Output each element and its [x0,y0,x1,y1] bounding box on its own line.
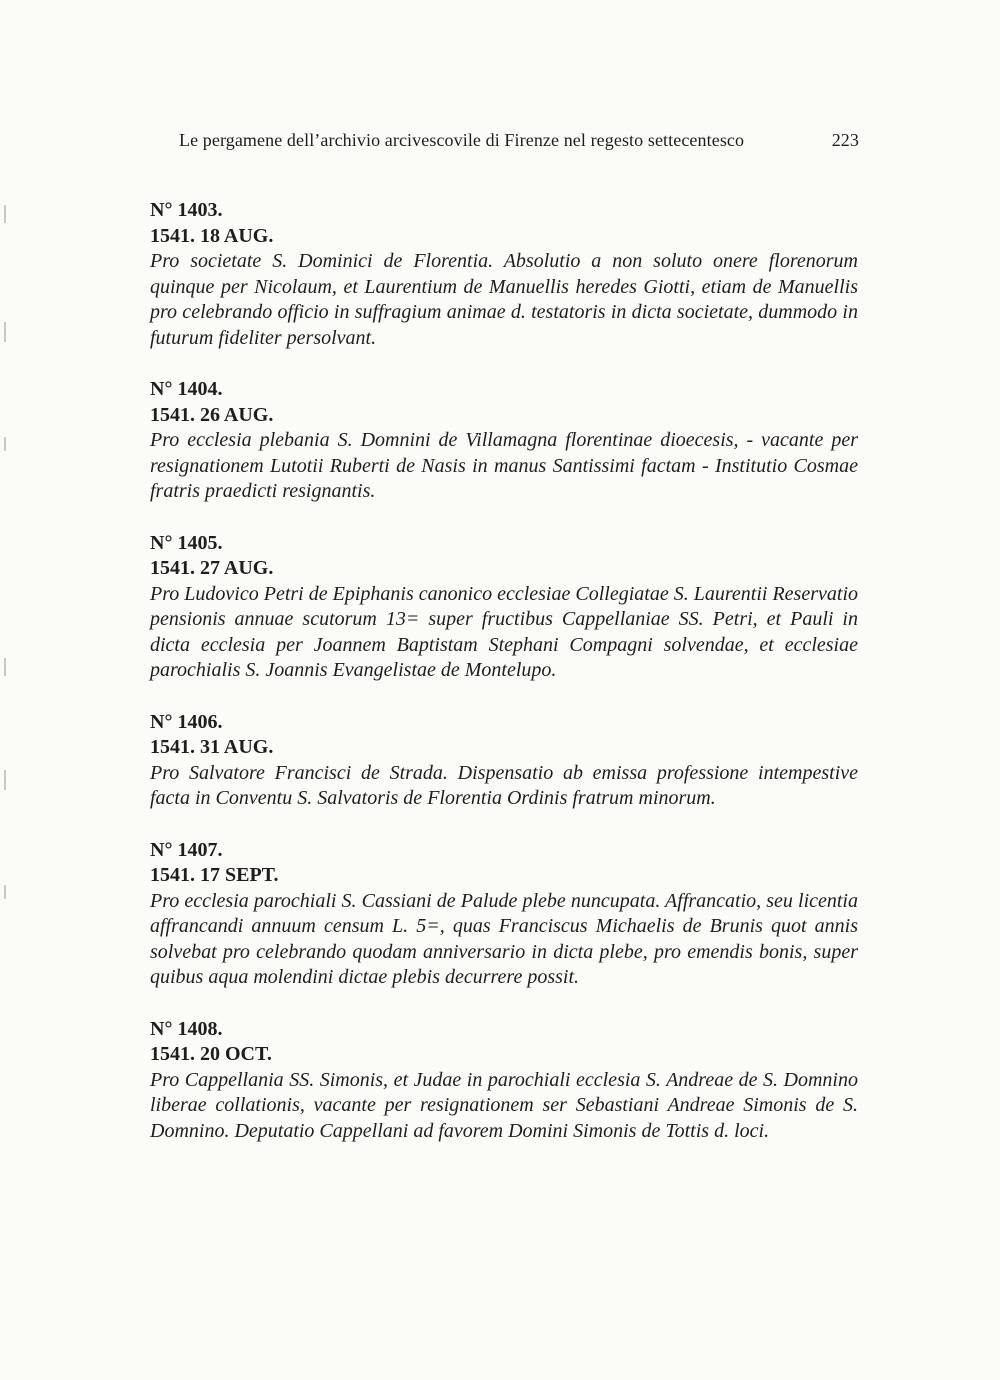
entry-1406 [150,710,858,812]
entry-1405 [150,531,858,684]
entry-1404 [150,377,858,505]
page-number: 223 [831,130,859,150]
scan-margin-mark [4,205,6,223]
entry-1408 [150,1017,858,1145]
scan-margin-mark [4,885,6,899]
entry-date: 1541. 17 SEPT. [150,864,279,886]
entry-1407 [150,838,858,991]
entry-number: N° 1405. [150,531,223,554]
entries-list [150,198,858,1170]
entry-text: Pro ecclesia plebania S. Domnini de Villamagna florentinae dioecesis, - vacante per resignationem Lutotii Ruberti de Nasis in manus Santissimi factam - Institutio Cosmae fratris praedicti resignantis. [150,429,858,502]
entry-number: N° 1408. [150,1017,223,1040]
entry-number: N° 1406. [150,710,223,733]
entry-number: N° 1404. [150,378,223,400]
scan-margin-mark [4,322,6,342]
scan-margin-mark [4,658,6,676]
entry-date: 1541. 26 AUG. [150,403,274,426]
entry-text: Pro ecclesia parochiali S. Cassiani de Palude plebe nuncupata. Affrancatio, seu licentia affrancandi annuum censum L. 5=, quas Franciscus Michaelis de Brunis quot annis solvebat pro celebrando quodam anniversario in dicta plebe, pro emendis bonis, super quibus aqua molendini dictae plebis decurrere possit. [150,889,858,988]
header-title: Le pergamene dell’archivio arcivescovile di Firenze nel regesto settecentesco [179,130,745,150]
entry-text: Pro Salvatore Francisci de Strada. Dispensatio ab emissa professione intempestive facta in Conventu S. Salvatoris de Florentia Ordinis fratrum minorum. [150,761,858,809]
entry-date: 1541. 18 AUG. [150,224,274,247]
entry-text: Pro Ludovico Petri de Epiphanis canonico ecclesiae Collegiatae S. Laurentii Reservatio pensionis annuae scutorum 13= super fructibus Cappellaniae SS. Petri, et Pauli in dicta ecclesia per Joannem Baptistam Stephani Compagni solvendae, et ecclesiae parochialis S. Joannis Evangelistae de Montelupo. [150,582,858,681]
entry-text: Pro Cappellania SS. Simonis, et Judae in parochiali ecclesia S. Andreae de S. Domnino liberae collationis, vacante per resignationem ser Sebastiani Andreae Simonis de S. Domnino. Deputatio Cappellani ad favorem Domini Simonis de Tottis d. loci. [150,1068,858,1142]
entry-date: 1541. 20 OCT. [150,1043,272,1065]
entry-number: N° 1403. [150,199,223,221]
entry-1403 [150,198,858,351]
running-header [179,130,859,151]
scan-margin-mark [4,770,6,790]
scan-margin-mark [4,437,6,451]
entry-number: N° 1407. [150,838,223,861]
entry-date: 1541. 31 AUG. [150,736,274,758]
entry-text: Pro societate S. Dominici de Florentia. Absolutio a non soluto onere florenorum quinque per Nicolaum, et Laurentium de Manuellis heredes Giotti, etiam de Manuellis pro celebrando officio in suffragium animae d. testatoris in dicta societate, dummodo in futurum fideliter persolvant. [150,250,858,349]
entry-date: 1541. 27 AUG. [150,557,274,579]
